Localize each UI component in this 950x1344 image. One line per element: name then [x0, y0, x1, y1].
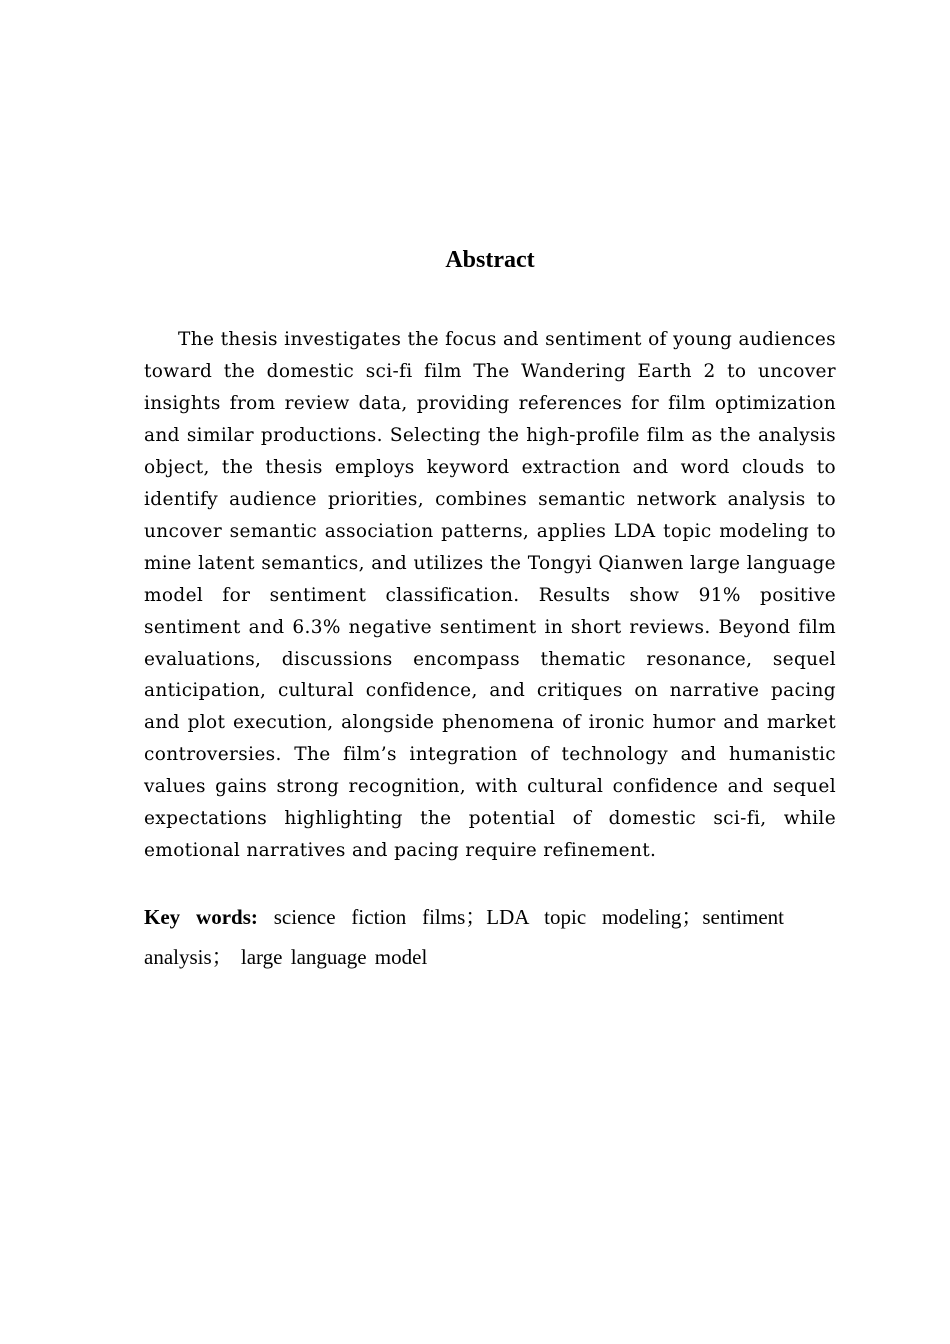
abstract-body: The thesis investigates the focus and sentiment of young audiences toward the domestic sci-fi film The Wandering Earth 2 to uncover insights from review data, providing references for film optimization and similar productions. Selecting the high-profile film as the analysis object, the thesis employs keyword extraction and word clouds to identify audience priorities, combines semantic network analysis to uncover semantic association patterns, applies LDA topic modeling to mine latent semantics, and utilizes the Tongyi Qianwen large language model for sentiment classification. Results show 91% positive sentiment and 6.3% negative sentiment in short reviews. Beyond film evaluations, discussions encompass thematic resonance, sequel anticipation, cultural confidence, and critiques on narrative pacing and plot execution, alongside phenomena of ironic humor and market controversies. The film’s integration of technology and humanistic values gains strong recognition, with cultural confidence and sequel expectations highlighting the potential of domestic sci-fi, while emotional narratives and pacing require refinement. [144, 329, 836, 862]
keywords-line [144, 897, 784, 977]
keywords-label: Key words: [144, 905, 258, 929]
abstract-title: Abstract [445, 247, 535, 273]
keywords-text: science fiction films；LDA topic modeling；sentiment analysis； large language model [144, 905, 784, 969]
